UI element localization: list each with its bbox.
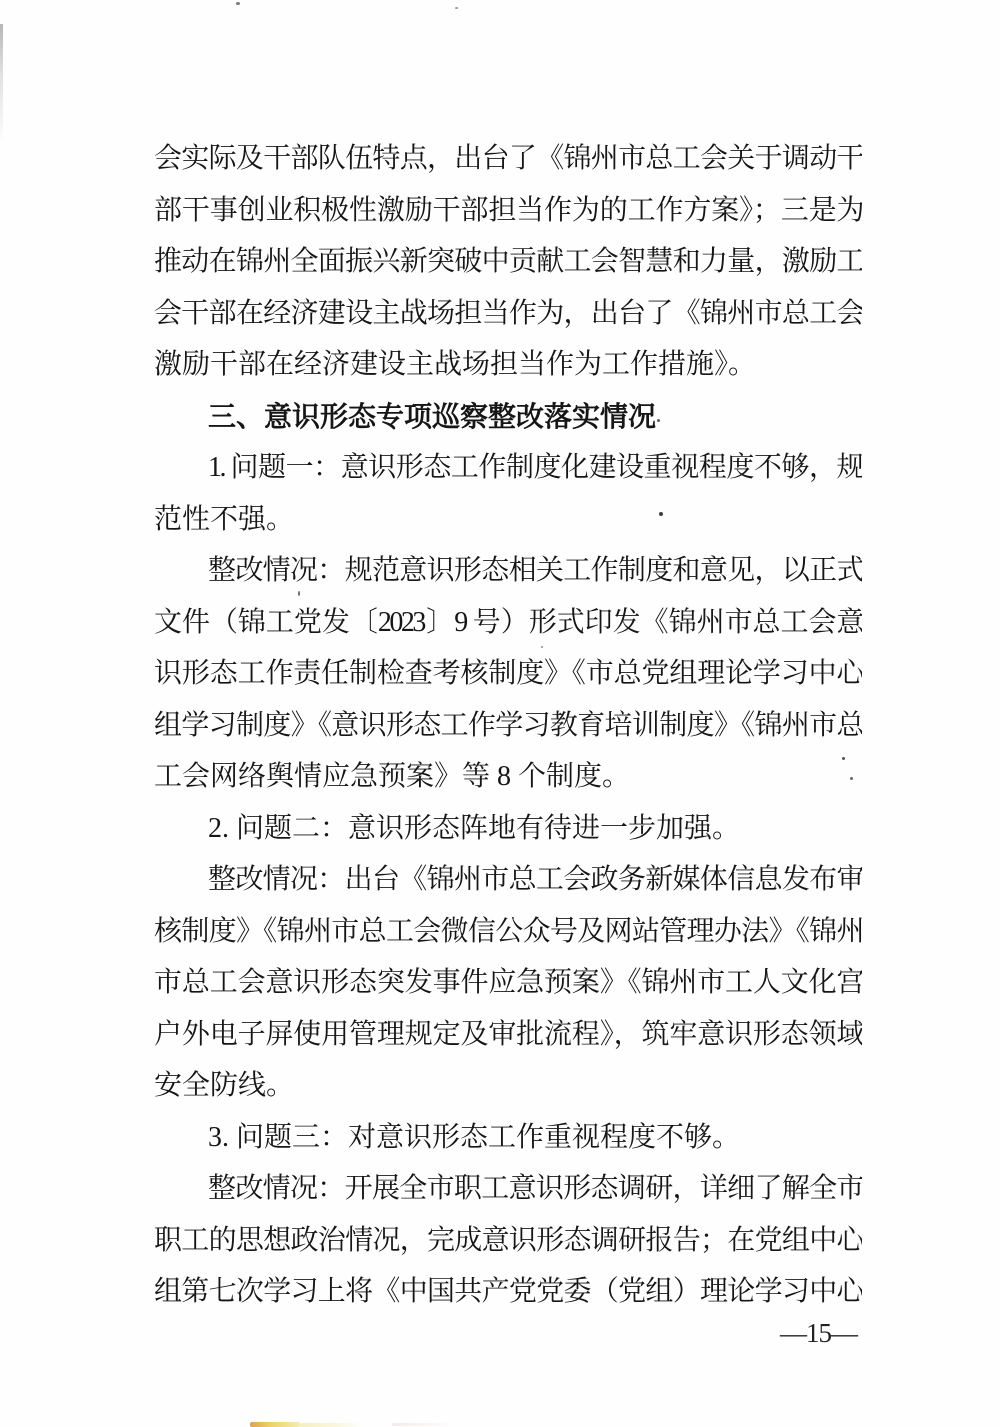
text-line: 识形态工作责任制检查考核制度》《市总党组理论学习中心 [154,658,862,689]
paragraph [154,545,862,803]
scan-speck [850,777,853,780]
text-line: 1. 问题一：意识形态工作制度化建设重视程度不够，规 [208,452,862,483]
paragraph [154,854,862,1112]
paragraph [154,442,862,545]
text-line: 部干事创业积极性激励干部担当作为的工作方案》；三是为 [154,194,862,226]
text-line: 激励干部在经济建设主战场担当作为工作措施》。 [154,349,757,380]
paragraph [154,1112,862,1164]
document-body [154,133,862,1318]
scan-smudge [300,1423,362,1427]
scan-speck [236,2,240,5]
text-line: 核制度》《锦州市总工会微信公众号及网站管理办法》《锦州 [154,915,862,947]
text-line: 会实际及干部队伍特点，出台了《锦州市总工会关于调动干 [154,143,862,174]
text-line: 3. 问题三：对意识形态工作重视程度不够。 [208,1121,741,1153]
text-line: 整改情况：出台《锦州市总工会政务新媒体信息发布审 [208,864,862,895]
section-heading [154,391,862,443]
text-line: 组学习制度》《意识形态工作学习教育培训制度》《锦州市总 [154,709,862,741]
text-line: 市总工会意识形态突发事件应急预案》《锦州市工人文化宫 [154,967,862,998]
paragraph [154,803,862,855]
text-line: 2. 问题二：意识形态阵地有待进一步加强。 [208,812,741,844]
scan-smudge [392,1423,454,1426]
text-line: 推动在锦州全面振兴新突破中贡献工会智慧和力量，激励工 [154,246,862,277]
paragraph [154,133,862,391]
text-line: 组第七次学习上将《中国共产党党委（党组）理论学习中心 [154,1276,862,1307]
text-line: 户外电子屏使用管理规定及审批流程》，筑牢意识形态领域 [154,1018,862,1050]
page-number: —15— [780,1318,857,1348]
text-line: 文件（锦工党发〔2023〕9 号）形式印发《锦州市总工会意 [154,606,862,638]
scan-speck [659,512,663,516]
text-line: 范性不强。 [154,503,295,535]
text-line: 职工的思想政治情况，完成意识形态调研报告；在党组中心 [154,1224,862,1256]
scan-smudge [250,1422,300,1427]
text-line: 工会网络舆情应急预案》等 8 个制度。 [154,761,631,792]
scan-speck [842,757,845,760]
scan-edge-artifact [0,24,3,144]
scan-speck [455,7,458,9]
scan-speck [657,419,660,422]
scan-speck [298,591,300,596]
paragraph [154,1163,862,1318]
text-line: 三、意识形态专项巡察整改落实情况 [208,399,657,433]
text-line: 整改情况：开展全市职工意识形态调研，详细了解全市 [208,1173,862,1204]
text-line: 会干部在经济建设主战场担当作为，出台了《锦州市总工会 [154,297,862,329]
text-line: 整改情况：规范意识形态相关工作制度和意见，以正式 [208,555,862,586]
text-line: 安全防线。 [154,1070,295,1101]
scan-speck [541,646,543,648]
